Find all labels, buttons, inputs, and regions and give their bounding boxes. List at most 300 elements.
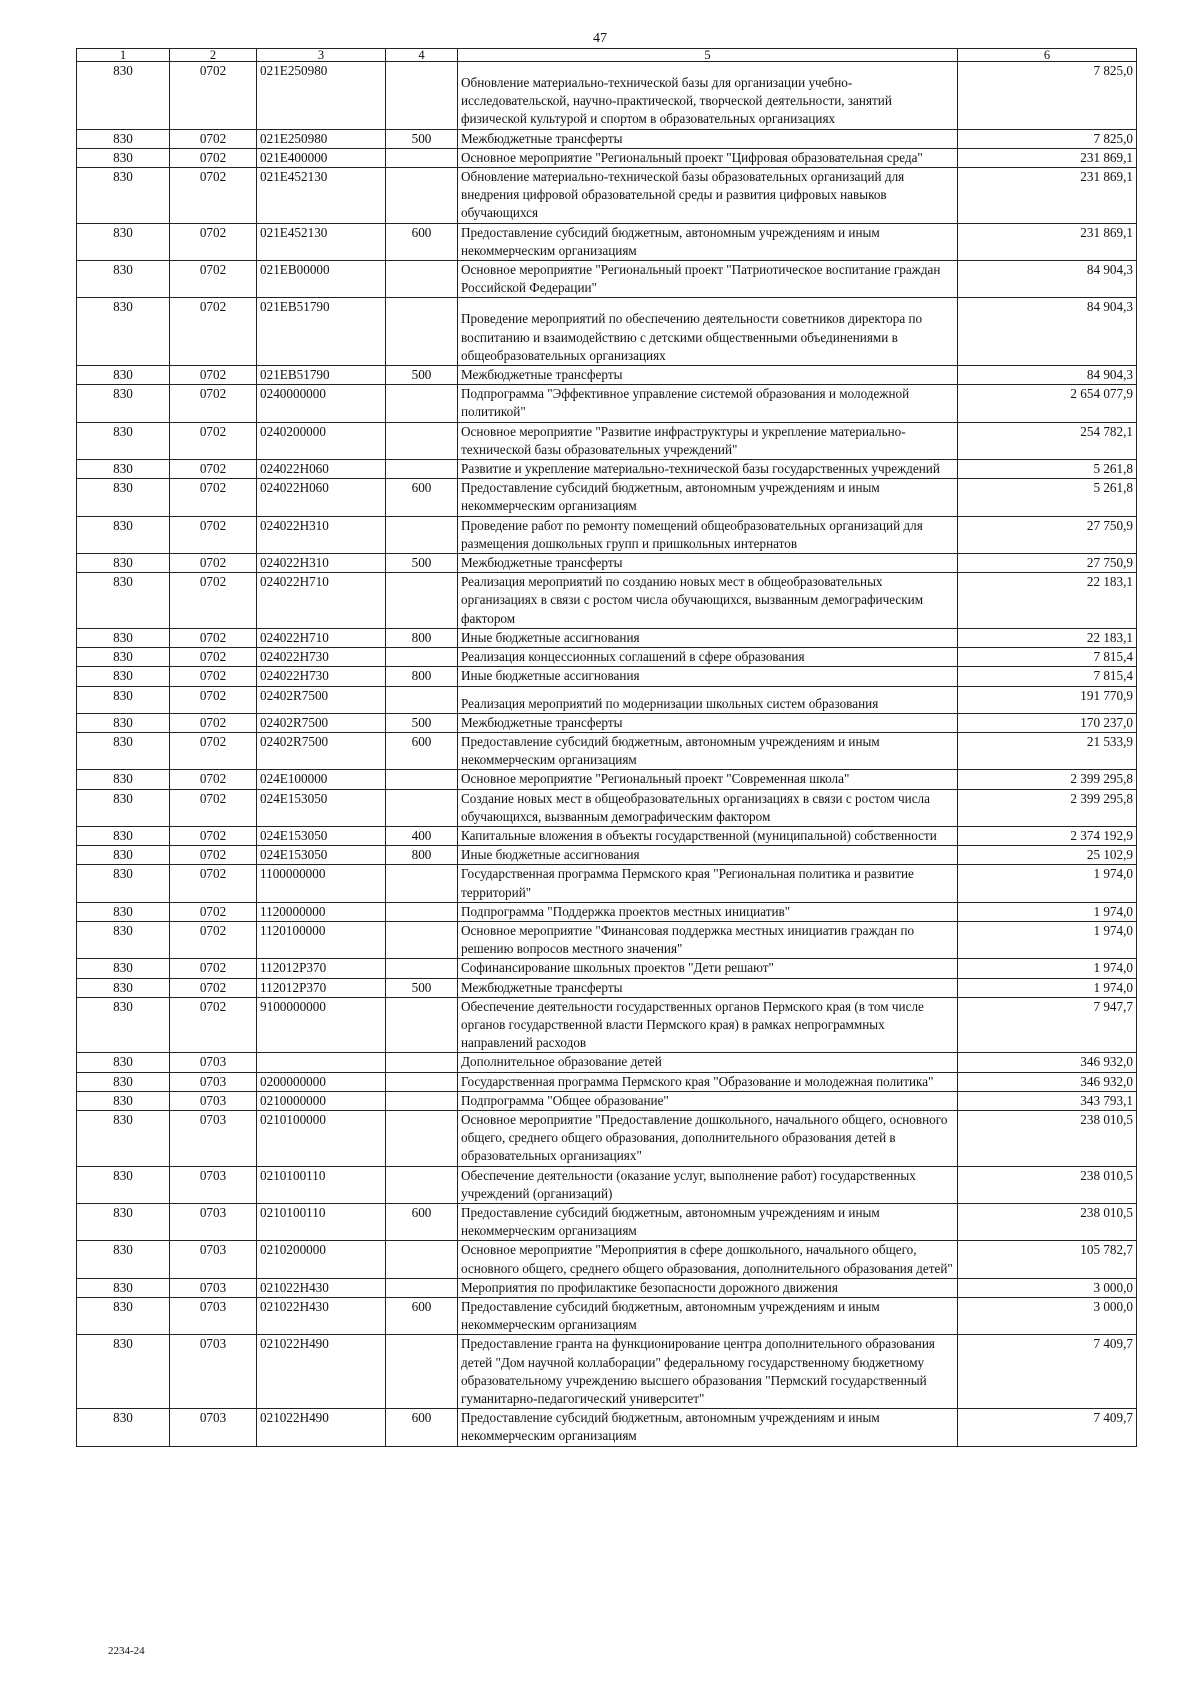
item-name-cell: Реализация мероприятий по модернизации школьных систем образования (458, 686, 958, 713)
table-row (77, 261, 1137, 298)
table-row (77, 460, 1137, 479)
amount-cell: 7 815,4 (958, 648, 1137, 667)
item-name-cell: Иные бюджетные ассигнования (458, 628, 958, 647)
expense-type-cell: 600 (386, 732, 458, 769)
amount-cell: 5 261,8 (958, 479, 1137, 516)
item-name-cell: Капитальные вложения в объекты государственной (муниципальной) собственности (458, 826, 958, 845)
section-code-cell: 0702 (170, 223, 257, 260)
section-code-cell: 0703 (170, 1298, 257, 1335)
target-article-cell: 0210100110 (257, 1203, 386, 1240)
item-name-cell: Обновление материально-технической базы для организации учебно-исследовательской, научно-практической, творческой деятельности, занятий физической культурой и спортом в образовательных организациях (458, 62, 958, 130)
target-article-cell: 024022Н710 (257, 573, 386, 629)
amount-cell: 21 533,9 (958, 732, 1137, 769)
item-name-cell: Основное мероприятие "Предоставление дошкольного, начального общего, основного общего, среднего общего образования, дополнительного образования детей в образовательных организациях" (458, 1110, 958, 1166)
table-row (77, 921, 1137, 958)
section-code-cell: 0702 (170, 62, 257, 130)
expense-type-cell (386, 1053, 458, 1072)
target-article-cell: 02402R7500 (257, 686, 386, 713)
item-name-cell: Государственная программа Пермского края "Региональная политика и развитие территорий" (458, 865, 958, 902)
section-code-cell: 0703 (170, 1053, 257, 1072)
amount-cell: 7 825,0 (958, 129, 1137, 148)
expense-type-cell (386, 460, 458, 479)
admin-code-cell: 830 (77, 1278, 170, 1297)
table-row (77, 1241, 1137, 1278)
section-code-cell: 0702 (170, 460, 257, 479)
table-row (77, 1166, 1137, 1203)
expense-type-cell (386, 789, 458, 826)
amount-cell: 231 869,1 (958, 168, 1137, 224)
table-row (77, 667, 1137, 686)
expense-type-cell (386, 298, 458, 366)
table-header (77, 49, 1137, 62)
target-article-cell (257, 1053, 386, 1072)
table-row (77, 366, 1137, 385)
target-article-cell: 021EB51790 (257, 298, 386, 366)
section-code-cell: 0702 (170, 129, 257, 148)
section-code-cell: 0702 (170, 997, 257, 1053)
table-row (77, 1335, 1137, 1409)
expense-type-cell (386, 62, 458, 130)
item-name-cell: Государственная программа Пермского края "Образование и молодежная политика" (458, 1072, 958, 1091)
header-col-6: 6 (958, 49, 1137, 62)
admin-code-cell: 830 (77, 168, 170, 224)
item-name-cell: Предоставление субсидий бюджетным, автономным учреждениям и иным некоммерческим организациям (458, 479, 958, 516)
target-article-cell: 024E153050 (257, 826, 386, 845)
target-article-cell: 0210200000 (257, 1241, 386, 1278)
admin-code-cell: 830 (77, 554, 170, 573)
admin-code-cell: 830 (77, 902, 170, 921)
admin-code-cell: 830 (77, 129, 170, 148)
section-code-cell: 0702 (170, 826, 257, 845)
section-code-cell: 0703 (170, 1110, 257, 1166)
admin-code-cell: 830 (77, 1110, 170, 1166)
target-article-cell: 024022Н060 (257, 460, 386, 479)
amount-cell: 7 947,7 (958, 997, 1137, 1053)
admin-code-cell: 830 (77, 978, 170, 997)
amount-cell: 231 869,1 (958, 223, 1137, 260)
amount-cell: 238 010,5 (958, 1166, 1137, 1203)
section-code-cell: 0702 (170, 732, 257, 769)
admin-code-cell: 830 (77, 298, 170, 366)
amount-cell: 238 010,5 (958, 1110, 1137, 1166)
section-code-cell: 0702 (170, 978, 257, 997)
section-code-cell: 0702 (170, 902, 257, 921)
amount-cell: 5 261,8 (958, 460, 1137, 479)
admin-code-cell: 830 (77, 1409, 170, 1446)
item-name-cell: Межбюджетные трансферты (458, 713, 958, 732)
item-name-cell: Предоставление субсидий бюджетным, автономным учреждениям и иным некоммерческим организациям (458, 1409, 958, 1446)
table-row (77, 223, 1137, 260)
admin-code-cell: 830 (77, 1166, 170, 1203)
table-row (77, 385, 1137, 422)
table-row (77, 479, 1137, 516)
admin-code-cell: 830 (77, 1241, 170, 1278)
admin-code-cell: 830 (77, 732, 170, 769)
expense-type-cell (386, 261, 458, 298)
expense-type-cell (386, 1241, 458, 1278)
section-code-cell: 0702 (170, 298, 257, 366)
item-name-cell: Мероприятия по профилактике безопасности дорожного движения (458, 1278, 958, 1297)
table-row (77, 978, 1137, 997)
table-row (77, 298, 1137, 366)
admin-code-cell: 830 (77, 573, 170, 629)
amount-cell: 7 815,4 (958, 667, 1137, 686)
section-code-cell: 0702 (170, 667, 257, 686)
amount-cell: 25 102,9 (958, 846, 1137, 865)
item-name-cell: Межбюджетные трансферты (458, 978, 958, 997)
item-name-cell: Иные бюджетные ассигнования (458, 846, 958, 865)
target-article-cell: 112012Р370 (257, 959, 386, 978)
target-article-cell: 1120000000 (257, 902, 386, 921)
table-row (77, 1278, 1137, 1297)
amount-cell: 84 904,3 (958, 298, 1137, 366)
section-code-cell: 0702 (170, 648, 257, 667)
expense-type-cell: 500 (386, 366, 458, 385)
admin-code-cell: 830 (77, 1203, 170, 1240)
amount-cell: 7 409,7 (958, 1335, 1137, 1409)
target-article-cell: 021E452130 (257, 223, 386, 260)
item-name-cell: Межбюджетные трансферты (458, 129, 958, 148)
footer-code: 2234-24 (108, 1645, 145, 1657)
admin-code-cell: 830 (77, 1335, 170, 1409)
target-article-cell: 021022Н430 (257, 1298, 386, 1335)
table-row (77, 1072, 1137, 1091)
section-code-cell: 0702 (170, 686, 257, 713)
admin-code-cell: 830 (77, 865, 170, 902)
table-row (77, 846, 1137, 865)
table-body (77, 62, 1137, 1447)
target-article-cell: 112012Р370 (257, 978, 386, 997)
section-code-cell: 0702 (170, 713, 257, 732)
target-article-cell: 1100000000 (257, 865, 386, 902)
amount-cell: 170 237,0 (958, 713, 1137, 732)
item-name-cell: Межбюджетные трансферты (458, 554, 958, 573)
amount-cell: 27 750,9 (958, 516, 1137, 553)
expense-type-cell (386, 959, 458, 978)
expense-type-cell (386, 686, 458, 713)
section-code-cell: 0702 (170, 261, 257, 298)
table-row (77, 1203, 1137, 1240)
target-article-cell: 021E250980 (257, 129, 386, 148)
header-col-2: 2 (170, 49, 257, 62)
amount-cell: 3 000,0 (958, 1298, 1137, 1335)
expense-type-cell (386, 1110, 458, 1166)
target-article-cell: 1120100000 (257, 921, 386, 958)
expense-type-cell (386, 148, 458, 167)
section-code-cell: 0702 (170, 789, 257, 826)
amount-cell: 346 932,0 (958, 1072, 1137, 1091)
section-code-cell: 0702 (170, 168, 257, 224)
amount-cell: 27 750,9 (958, 554, 1137, 573)
item-name-cell: Реализация мероприятий по созданию новых мест в общеобразовательных организациях в связи с ростом числа обучающихся, вызванным демографическим фактором (458, 573, 958, 629)
table-row (77, 1298, 1137, 1335)
admin-code-cell: 830 (77, 148, 170, 167)
table-row (77, 1409, 1137, 1446)
expense-type-cell: 500 (386, 978, 458, 997)
table-row (77, 902, 1137, 921)
section-code-cell: 0702 (170, 148, 257, 167)
amount-cell: 1 974,0 (958, 865, 1137, 902)
amount-cell: 3 000,0 (958, 1278, 1137, 1297)
section-code-cell: 0703 (170, 1335, 257, 1409)
header-col-5: 5 (458, 49, 958, 62)
target-article-cell: 024022Н730 (257, 648, 386, 667)
expense-type-cell (386, 1072, 458, 1091)
amount-cell: 1 974,0 (958, 902, 1137, 921)
admin-code-cell: 830 (77, 223, 170, 260)
expense-type-cell: 500 (386, 129, 458, 148)
admin-code-cell: 830 (77, 366, 170, 385)
item-name-cell: Подпрограмма "Общее образование" (458, 1091, 958, 1110)
table-row (77, 628, 1137, 647)
item-name-cell: Реализация концессионных соглашений в сфере образования (458, 648, 958, 667)
section-code-cell: 0702 (170, 921, 257, 958)
table-row (77, 168, 1137, 224)
item-name-cell: Межбюджетные трансферты (458, 366, 958, 385)
admin-code-cell: 830 (77, 1072, 170, 1091)
amount-cell: 254 782,1 (958, 422, 1137, 459)
item-name-cell: Проведение мероприятий по обеспечению деятельности советников директора по воспитанию и взаимодействию с детскими общественными объединениями в общеобразовательных организациях (458, 298, 958, 366)
admin-code-cell: 830 (77, 628, 170, 647)
item-name-cell: Предоставление субсидий бюджетным, автономным учреждениям и иным некоммерческим организациям (458, 223, 958, 260)
admin-code-cell: 830 (77, 62, 170, 130)
amount-cell: 84 904,3 (958, 366, 1137, 385)
section-code-cell: 0702 (170, 573, 257, 629)
table-row (77, 422, 1137, 459)
table-row (77, 713, 1137, 732)
target-article-cell: 021E452130 (257, 168, 386, 224)
expense-type-cell: 800 (386, 846, 458, 865)
expense-type-cell (386, 770, 458, 789)
admin-code-cell: 830 (77, 713, 170, 732)
target-article-cell: 0210000000 (257, 1091, 386, 1110)
expense-type-cell (386, 1091, 458, 1110)
amount-cell: 2 399 295,8 (958, 770, 1137, 789)
admin-code-cell: 830 (77, 846, 170, 865)
amount-cell: 1 974,0 (958, 921, 1137, 958)
header-col-4: 4 (386, 49, 458, 62)
item-name-cell: Предоставление субсидий бюджетным, автономным учреждениям и иным некоммерческим организациям (458, 732, 958, 769)
amount-cell: 84 904,3 (958, 261, 1137, 298)
section-code-cell: 0702 (170, 422, 257, 459)
amount-cell: 105 782,7 (958, 1241, 1137, 1278)
admin-code-cell: 830 (77, 261, 170, 298)
target-article-cell: 024022Н730 (257, 667, 386, 686)
expense-type-cell (386, 921, 458, 958)
section-code-cell: 0702 (170, 516, 257, 553)
target-article-cell: 021EB51790 (257, 366, 386, 385)
section-code-cell: 0702 (170, 865, 257, 902)
admin-code-cell: 830 (77, 422, 170, 459)
expense-type-cell (386, 385, 458, 422)
item-name-cell: Развитие и укрепление материально-технической базы государственных учреждений (458, 460, 958, 479)
amount-cell: 22 183,1 (958, 573, 1137, 629)
section-code-cell: 0702 (170, 846, 257, 865)
admin-code-cell: 830 (77, 789, 170, 826)
item-name-cell: Обновление материально-технической базы образовательных организаций для внедрения цифровой образовательной среды и развития цифровых навыков обучающихся (458, 168, 958, 224)
section-code-cell: 0702 (170, 554, 257, 573)
target-article-cell: 02402R7500 (257, 732, 386, 769)
section-code-cell: 0703 (170, 1241, 257, 1278)
expense-type-cell (386, 573, 458, 629)
item-name-cell: Предоставление субсидий бюджетным, автономным учреждениям и иным некоммерческим организациям (458, 1298, 958, 1335)
item-name-cell: Основное мероприятие "Мероприятия в сфере дошкольного, начального общего, основного общего, среднего общего образования, дополнительного образования детей" (458, 1241, 958, 1278)
admin-code-cell: 830 (77, 1298, 170, 1335)
item-name-cell: Обеспечение деятельности (оказание услуг, выполнение работ) государственных учреждений (организаций) (458, 1166, 958, 1203)
target-article-cell: 021EB00000 (257, 261, 386, 298)
admin-code-cell: 830 (77, 648, 170, 667)
target-article-cell: 024E153050 (257, 789, 386, 826)
amount-cell: 1 974,0 (958, 978, 1137, 997)
expense-type-cell: 500 (386, 713, 458, 732)
amount-cell: 7 409,7 (958, 1409, 1137, 1446)
section-code-cell: 0703 (170, 1091, 257, 1110)
item-name-cell: Основное мероприятие "Региональный проект "Цифровая образовательная среда" (458, 148, 958, 167)
expense-type-cell (386, 422, 458, 459)
amount-cell: 231 869,1 (958, 148, 1137, 167)
table-row (77, 1091, 1137, 1110)
target-article-cell: 0200000000 (257, 1072, 386, 1091)
item-name-cell: Иные бюджетные ассигнования (458, 667, 958, 686)
table-row (77, 865, 1137, 902)
target-article-cell: 0240200000 (257, 422, 386, 459)
table-row (77, 959, 1137, 978)
table-row (77, 1110, 1137, 1166)
item-name-cell: Подпрограмма "Эффективное управление системой образования и молодежной политикой" (458, 385, 958, 422)
section-code-cell: 0702 (170, 770, 257, 789)
item-name-cell: Обеспечение деятельности государственных органов Пермского края (в том числе органов государственной власти Пермского края) в рамках непрограммных направлений расходов (458, 997, 958, 1053)
admin-code-cell: 830 (77, 516, 170, 553)
table-row (77, 516, 1137, 553)
expense-type-cell (386, 1335, 458, 1409)
table-row (77, 648, 1137, 667)
expense-type-cell (386, 1278, 458, 1297)
expense-type-cell: 600 (386, 1409, 458, 1446)
expense-type-cell: 600 (386, 1203, 458, 1240)
target-article-cell: 024E100000 (257, 770, 386, 789)
target-article-cell: 024022Н310 (257, 554, 386, 573)
target-article-cell: 021E400000 (257, 148, 386, 167)
table-row (77, 554, 1137, 573)
expense-type-cell (386, 516, 458, 553)
item-name-cell: Основное мероприятие "Развитие инфраструктуры и укрепление материально-технической базы образовательных учреждений" (458, 422, 958, 459)
admin-code-cell: 830 (77, 1053, 170, 1072)
target-article-cell: 021022Н490 (257, 1409, 386, 1446)
admin-code-cell: 830 (77, 479, 170, 516)
target-article-cell: 0240000000 (257, 385, 386, 422)
table-row (77, 148, 1137, 167)
target-article-cell: 0210100110 (257, 1166, 386, 1203)
section-code-cell: 0702 (170, 366, 257, 385)
section-code-cell: 0703 (170, 1166, 257, 1203)
amount-cell: 2 399 295,8 (958, 789, 1137, 826)
expense-type-cell (386, 648, 458, 667)
amount-cell: 2 654 077,9 (958, 385, 1137, 422)
section-code-cell: 0702 (170, 628, 257, 647)
admin-code-cell: 830 (77, 686, 170, 713)
target-article-cell: 024E153050 (257, 846, 386, 865)
amount-cell: 343 793,1 (958, 1091, 1137, 1110)
amount-cell: 238 010,5 (958, 1203, 1137, 1240)
section-code-cell: 0703 (170, 1278, 257, 1297)
expense-type-cell: 500 (386, 554, 458, 573)
admin-code-cell: 830 (77, 1091, 170, 1110)
amount-cell: 1 974,0 (958, 959, 1137, 978)
admin-code-cell: 830 (77, 997, 170, 1053)
admin-code-cell: 830 (77, 959, 170, 978)
item-name-cell: Подпрограмма "Поддержка проектов местных инициатив" (458, 902, 958, 921)
target-article-cell: 021022Н430 (257, 1278, 386, 1297)
admin-code-cell: 830 (77, 460, 170, 479)
expense-type-cell: 800 (386, 667, 458, 686)
target-article-cell: 02402R7500 (257, 713, 386, 732)
section-code-cell: 0703 (170, 1409, 257, 1446)
target-article-cell: 9100000000 (257, 997, 386, 1053)
section-code-cell: 0702 (170, 385, 257, 422)
table-row (77, 826, 1137, 845)
page-number: 47 (593, 31, 607, 46)
amount-cell: 7 825,0 (958, 62, 1137, 130)
header-col-3: 3 (257, 49, 386, 62)
expense-type-cell: 600 (386, 479, 458, 516)
table-row (77, 997, 1137, 1053)
section-code-cell: 0703 (170, 1072, 257, 1091)
target-article-cell: 024022Н710 (257, 628, 386, 647)
admin-code-cell: 830 (77, 667, 170, 686)
expense-type-cell (386, 997, 458, 1053)
item-name-cell: Основное мероприятие "Региональный проект "Патриотическое воспитание граждан Российской Федерации" (458, 261, 958, 298)
table-row (77, 732, 1137, 769)
table-row (77, 1053, 1137, 1072)
target-article-cell: 021E250980 (257, 62, 386, 130)
amount-cell: 346 932,0 (958, 1053, 1137, 1072)
table-row (77, 62, 1137, 130)
item-name-cell: Дополнительное образование детей (458, 1053, 958, 1072)
section-code-cell: 0703 (170, 1203, 257, 1240)
section-code-cell: 0702 (170, 479, 257, 516)
item-name-cell: Создание новых мест в общеобразовательных организациях в связи с ростом числа обучающихся, вызванным демографическим фактором (458, 789, 958, 826)
expense-type-cell: 800 (386, 628, 458, 647)
amount-cell: 22 183,1 (958, 628, 1137, 647)
item-name-cell: Основное мероприятие "Финансовая поддержка местных инициатив граждан по решению вопросов местного значения" (458, 921, 958, 958)
expense-type-cell (386, 865, 458, 902)
expense-type-cell (386, 168, 458, 224)
header-row (77, 49, 1137, 62)
item-name-cell: Софинансирование школьных проектов "Дети решают" (458, 959, 958, 978)
item-name-cell: Основное мероприятие "Региональный проект "Современная школа" (458, 770, 958, 789)
item-name-cell: Предоставление субсидий бюджетным, автономным учреждениям и иным некоммерческим организациям (458, 1203, 958, 1240)
table-row (77, 129, 1137, 148)
admin-code-cell: 830 (77, 770, 170, 789)
table-row (77, 789, 1137, 826)
header-col-1: 1 (77, 49, 170, 62)
target-article-cell: 024022Н060 (257, 479, 386, 516)
table-row (77, 770, 1137, 789)
expense-type-cell (386, 902, 458, 921)
item-name-cell: Проведение работ по ремонту помещений общеобразовательных организаций для размещения дошкольных групп и пришкольных интернатов (458, 516, 958, 553)
expense-type-cell: 400 (386, 826, 458, 845)
target-article-cell: 024022Н310 (257, 516, 386, 553)
budget-table (76, 48, 1137, 1447)
target-article-cell: 021022Н490 (257, 1335, 386, 1409)
amount-cell: 191 770,9 (958, 686, 1137, 713)
admin-code-cell: 830 (77, 826, 170, 845)
table-row (77, 573, 1137, 629)
target-article-cell: 0210100000 (257, 1110, 386, 1166)
amount-cell: 2 374 192,9 (958, 826, 1137, 845)
expense-type-cell: 600 (386, 1298, 458, 1335)
item-name-cell: Предоставление гранта на функционирование центра дополнительного образования детей "Дом научной коллаборации" федеральному государственному бюджетному образовательному учреждению высшего образования "Пермский государственный гуманитарно-педагогический университет" (458, 1335, 958, 1409)
